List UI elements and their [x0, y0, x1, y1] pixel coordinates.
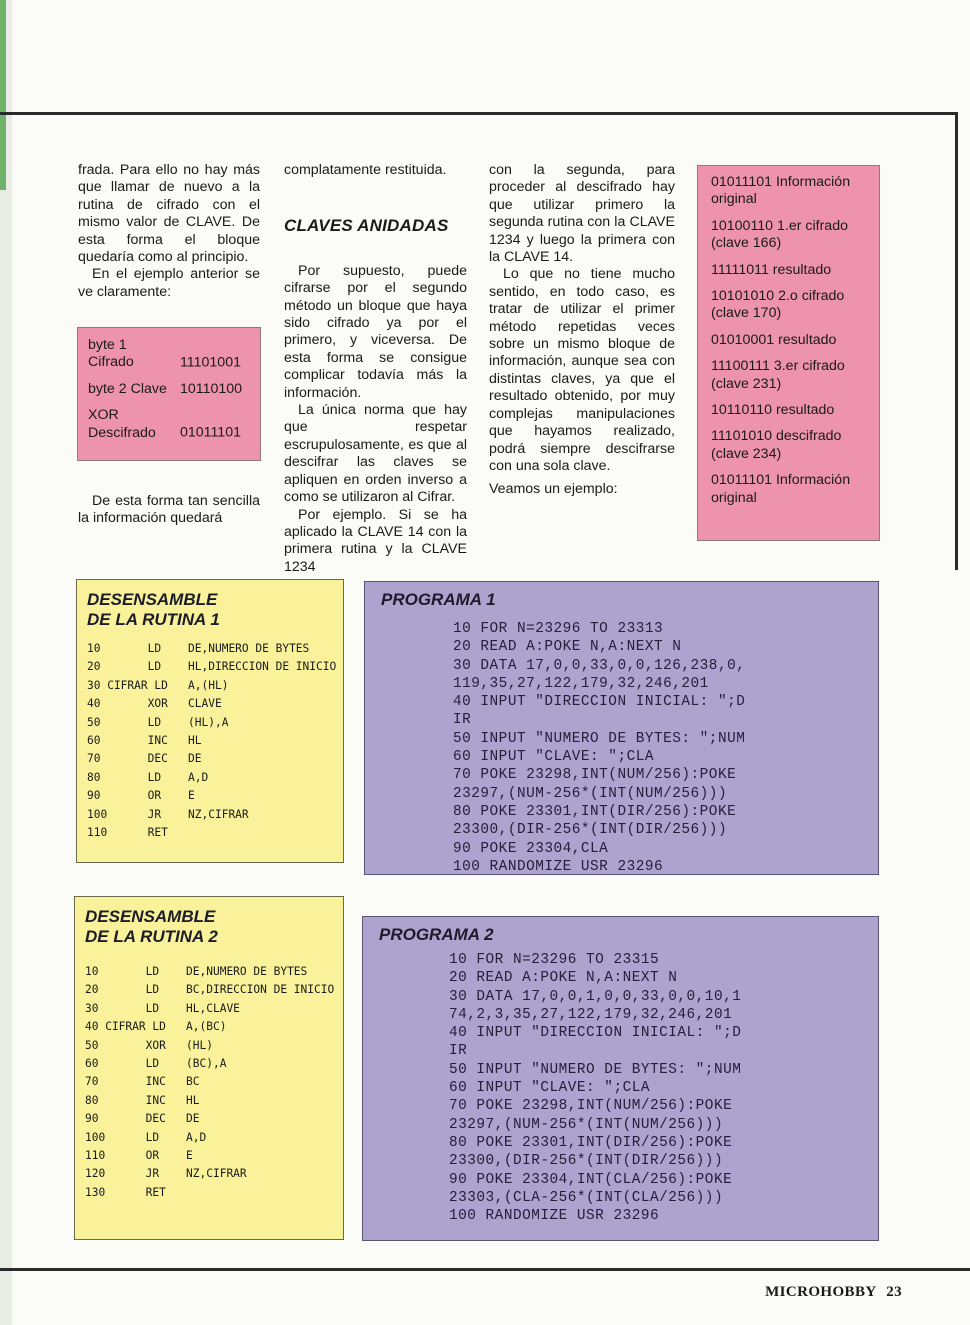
code-line: 70 DEC DE [87, 752, 202, 766]
code-line: 20 LD BC,DIRECCION DE INICIO [85, 983, 335, 997]
code-line: 70 POKE 23298,INT(NUM/256):POKE [449, 1098, 733, 1115]
code-line: 110 OR E [85, 1149, 193, 1163]
program-2-box [362, 916, 879, 1241]
code-line: 100 LD A,D [85, 1130, 207, 1144]
xor-row-cifrado: byte 1 Cifrado 11101001 [88, 337, 241, 371]
code-line: 50 INPUT "NUMERO DE BYTES: ";NUM [453, 730, 746, 747]
code-line: 20 LD HL,DIRECCION DE INICIO [87, 660, 337, 674]
xor-example-box [77, 327, 261, 461]
disassembly-2-listing [85, 963, 333, 1202]
code-line: 70 POKE 23298,INT(NUM/256):POKE [453, 767, 737, 784]
xor-row-clave: byte 2 Clave 10110100 [88, 380, 243, 397]
code-line: 10 LD DE,NUMERO DE BYTES [85, 965, 308, 978]
chain-row: 01010001 resultado [711, 331, 837, 348]
col1-paragraph-2: En el ejemplo anterior se ve claramente: [78, 266, 260, 300]
column-1 [78, 162, 260, 301]
page-number: 23 [886, 1284, 902, 1300]
code-line: IR [453, 712, 472, 729]
code-line: 50 LD (HL),A [87, 715, 229, 729]
col2-paragraph-2: La única norma que hay que respetar escrupulosamente, es que al descifrar las claves se apliquen en orden inverso a como se utilizaron al Cifrar. [284, 402, 467, 506]
code-line: 60 INC HL [87, 734, 202, 748]
code-line: 40 CIFRAR LD A,(BC) [85, 1020, 227, 1034]
code-line: 23303,(CLA-256*(INT(CLA/256))) [449, 1189, 724, 1206]
chain-row: 11100111 3.er cifrado (clave 231) [711, 358, 845, 392]
program-2-title: PROGRAMA 2 [379, 925, 494, 944]
code-line: 10 FOR N=23296 TO 23313 [453, 621, 664, 637]
code-line: 80 POKE 23301,INT(DIR/256):POKE [449, 1134, 733, 1151]
page-edge-stripe [0, 0, 6, 190]
chain-row: 10110110 resultado [711, 402, 835, 419]
program-1-listing [453, 620, 862, 876]
col2-paragraph-1: Por supuesto, puede cifrarse por el segundo método un bloque que haya sido cifrado ya por el primero, y viceversa. De esta forma se consigue complicar todavía más la información. [284, 262, 467, 401]
column-3 [489, 162, 675, 499]
code-line: 90 DEC DE [85, 1112, 200, 1126]
disassembly-1-title: DESENSAMBLE DE LA RUTINA 1 [87, 590, 220, 629]
disassembly-routine-2 [74, 896, 344, 1240]
section-heading: CLAVES ANIDADAS [284, 216, 449, 236]
disassembly-1-listing [87, 640, 337, 842]
magazine-name: MICROHOBBY [765, 1284, 877, 1300]
code-line: 20 READ A:POKE N,A:NEXT N [449, 970, 678, 987]
code-line: 60 INPUT "CLAVE: ";CLA [449, 1080, 650, 1097]
footer [765, 1284, 902, 1301]
disassembly-routine-1 [76, 579, 344, 863]
program-1-box [364, 581, 879, 875]
code-line: 23300,(DIR-256*(INT(DIR/256))) [449, 1153, 724, 1170]
code-line: 100 JR NZ,CIFRAR [87, 807, 249, 821]
encryption-chain-box [697, 165, 880, 541]
code-line: 23300,(DIR-256*(INT(DIR/256))) [453, 822, 728, 839]
col2-paragraph-3: Por ejemplo. Si se ha aplicado la CLAVE 14 con la primera rutina y la CLAVE 1234 [284, 506, 467, 575]
chain-row: 11111011 resultado [711, 261, 832, 278]
code-line: 30 DATA 17,0,0,1,0,0,33,0,0,10,1 [449, 988, 742, 1005]
code-line: 10 FOR N=23296 TO 23315 [449, 952, 660, 968]
right-rule [955, 112, 958, 570]
code-line: 119,35,27,122,179,32,246,201 [453, 675, 709, 692]
column-1-tail [78, 493, 260, 528]
bottom-rule [0, 1268, 970, 1271]
code-line: 30 CIFRAR LD A,(HL) [87, 678, 229, 692]
chain-row: 11101010 descifrado (clave 234) [711, 428, 842, 462]
code-line: 80 LD A,D [87, 770, 209, 784]
code-line: 100 RANDOMIZE USR 23296 [453, 858, 664, 875]
code-line: 20 READ A:POKE N,A:NEXT N [453, 639, 682, 656]
chain-row: 10100110 1.er cifrado (clave 166) [711, 217, 848, 252]
column-2 [284, 162, 467, 576]
code-line: IR [449, 1043, 468, 1060]
code-line: 120 JR NZ,CIFRAR [85, 1167, 247, 1181]
chain-row: 01011101 Información original [711, 174, 851, 208]
col1-tail-text: De esta forma tan sencilla la información quedará [78, 493, 260, 527]
code-line: 90 POKE 23304,CLA [453, 840, 609, 857]
page-edge [0, 0, 12, 1325]
code-line: 40 XOR CLAVE [87, 697, 222, 711]
code-line: 60 INPUT "CLAVE: ";CLA [453, 749, 654, 766]
code-line: 40 INPUT "DIRECCION INICIAL: ";D [453, 694, 746, 711]
disassembly-2-title: DESENSAMBLE DE LA RUTINA 2 [85, 907, 218, 946]
code-line: 74,2,3,35,27,122,179,32,246,201 [449, 1006, 733, 1023]
code-line: 80 INC HL [85, 1093, 200, 1107]
code-line: 30 DATA 17,0,0,33,0,0,126,238,0, [453, 657, 746, 674]
col3-paragraph-1: con la segunda, para proceder al descifrado hay que utilizar primero la segunda rutina con la CLAVE 1234 y luego la primera con la CLAVE 14. [489, 162, 675, 266]
code-line: 90 OR E [87, 789, 195, 803]
program-2-listing [449, 951, 862, 1225]
chain-row: 10101010 2.o cifrado (clave 170) [711, 288, 845, 322]
code-line: 80 POKE 23301,INT(DIR/256):POKE [453, 803, 737, 820]
code-line: 23297,(NUM-256*(INT(NUM/256))) [453, 785, 728, 802]
col1-paragraph-1: frada. Para ello no hay más que llamar de nuevo a la rutina de cifrado con el mismo valor de CLAVE. De esta forma el bloque quedaría como al principio. [78, 162, 260, 266]
xor-row-descifrado: XOR Descifrado 01011101 [88, 407, 241, 441]
code-line: 70 INC BC [85, 1075, 200, 1089]
chain-row: 01011101 Información original [711, 472, 851, 506]
code-line: 50 INPUT "NUMERO DE BYTES: ";NUM [449, 1061, 742, 1078]
code-line: 50 XOR (HL) [85, 1038, 213, 1052]
top-rule [0, 112, 958, 115]
code-line: 100 RANDOMIZE USR 23296 [449, 1208, 660, 1225]
col3-paragraph-2: Lo que no tiene mucho sentido, en todo caso, es tratar de utilizar el primer método repetidas veces sobre un mismo bloque de información, aunque sea con distintas claves, ya que el resultado obtenido, por muy complejas manipulaciones que hayamos realizado, podrá siempre descifrarse con una sola clave. [489, 266, 675, 474]
program-1-title: PROGRAMA 1 [381, 590, 496, 609]
code-line: 10 LD DE,NUMERO DE BYTES [87, 642, 310, 655]
code-line: 23297,(NUM-256*(INT(NUM/256))) [449, 1116, 724, 1133]
code-line: 90 POKE 23304,INT(CLA/256):POKE [449, 1171, 733, 1188]
col3-paragraph-3: Veamos un ejemplo: [489, 481, 618, 498]
col2-lead: complatamente restituida. [284, 162, 447, 178]
code-line: 110 RET [87, 826, 168, 840]
code-line: 130 RET [85, 1185, 166, 1199]
code-line: 40 INPUT "DIRECCION INICIAL: ";D [449, 1025, 742, 1042]
code-line: 60 LD (BC),A [85, 1057, 227, 1071]
code-line: 30 LD HL,CLAVE [85, 1001, 240, 1015]
